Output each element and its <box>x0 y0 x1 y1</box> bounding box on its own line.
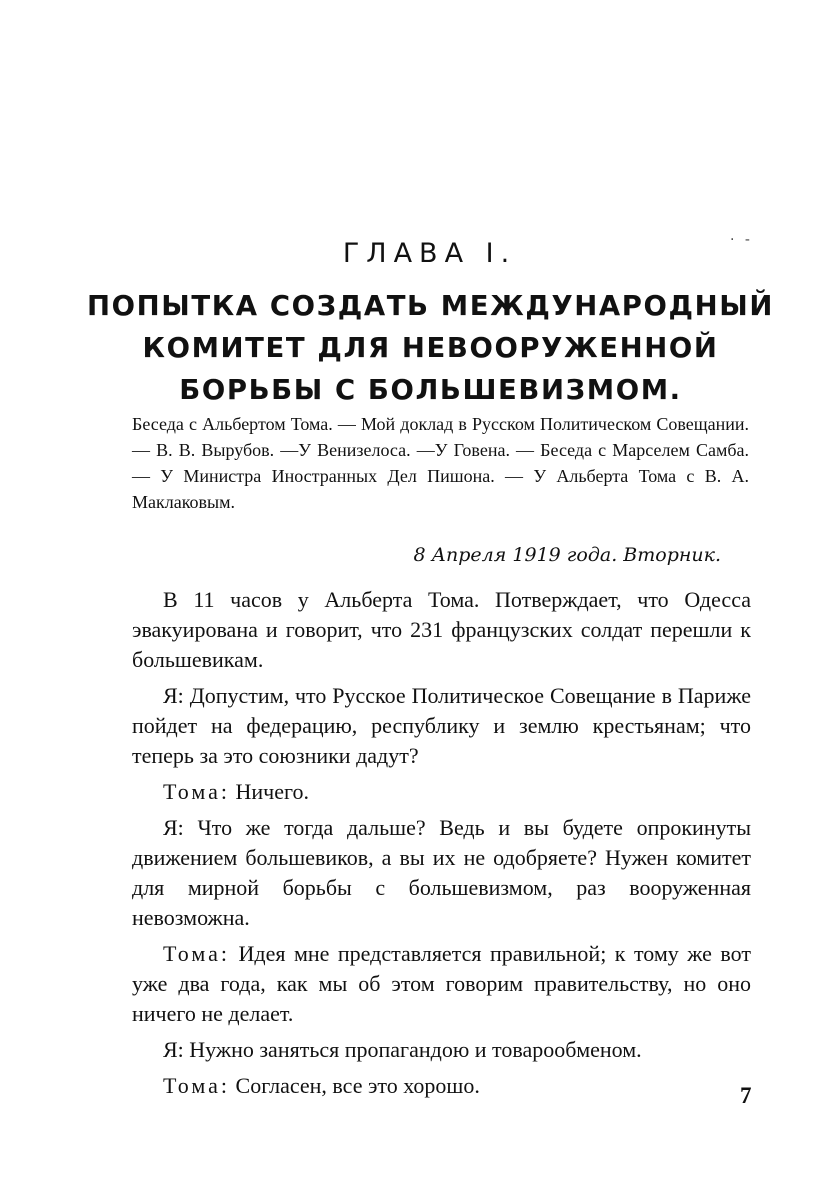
paragraph <box>132 813 751 933</box>
chapter-summary: Беседа с Альбертом Тома. — Мой доклад в Русском Политическом Совещании.— В. В. Вырубов. —У Венизелоса. —У Говена. — Беседа с Марселем Самба. — У Министра Иностранных Дел Пишона. — У Альберта Тома с В. А. Маклаковым. <box>132 414 749 512</box>
paragraph <box>132 585 751 675</box>
paragraph-text: Согласен, все это хорошо. <box>235 1073 480 1098</box>
paragraph-text: Допустим, что Русское Политическое Совещание в Париже пойдет на федерацию, республику и землю крестьянам; что теперь за это союзники дадут? <box>132 683 751 768</box>
paragraph <box>132 777 751 807</box>
speaker-label: Я: <box>163 1037 184 1062</box>
paragraph-text: В 11 часов у Альберта Тома. Потверждает, что Одесса эвакуирована и говорит, что 231 французских солдат перешли к большевикам. <box>132 587 751 672</box>
paragraph <box>132 681 751 771</box>
dateline: 8 Апреля 1919 года. Вторник. <box>413 544 721 566</box>
paragraph-text: Ничего. <box>235 779 309 804</box>
speaker-label: Я: <box>163 683 184 708</box>
chapter-title-line: КОМИТЕТ ДЛЯ НЕВООРУЖЕННОЙ <box>142 332 719 364</box>
chapter-title-line: ПОПЫТКА СОЗДАТЬ МЕЖДУНАРОДНЫЙ <box>87 290 774 322</box>
paragraph <box>132 1071 751 1101</box>
paragraph <box>132 939 751 1029</box>
page-number: 7 <box>740 1083 752 1108</box>
paragraph-text: Идея мне представляется правильной; к тому же вот уже два года, как мы об этом говорим правительству, но оно ничего не делает. <box>132 941 751 1026</box>
speaker-label: Тома: <box>163 941 231 966</box>
paragraph-text: Нужно заняться пропагандою и товарообменом. <box>189 1037 642 1062</box>
chapter-title <box>0 285 839 411</box>
speaker-label: Тома: <box>163 779 231 804</box>
speaker-label: Я: <box>163 815 184 840</box>
paragraph <box>132 1035 751 1065</box>
margin-mark: · - <box>730 232 753 248</box>
chapter-heading: ГЛАВА I. <box>342 238 517 269</box>
chapter-title-line: БОРЬБЫ С БОЛЬШЕВИЗМОМ. <box>179 374 682 406</box>
body-text <box>132 585 751 1107</box>
speaker-label: Тома: <box>163 1073 231 1098</box>
paragraph-text: Что же тогда дальше? Ведь и вы будете опрокинуты движением большевиков, а вы их не одобряете? Нужен комитет для мирной борьбы с большевизмом, раз вооруженная невозможна. <box>132 815 751 930</box>
